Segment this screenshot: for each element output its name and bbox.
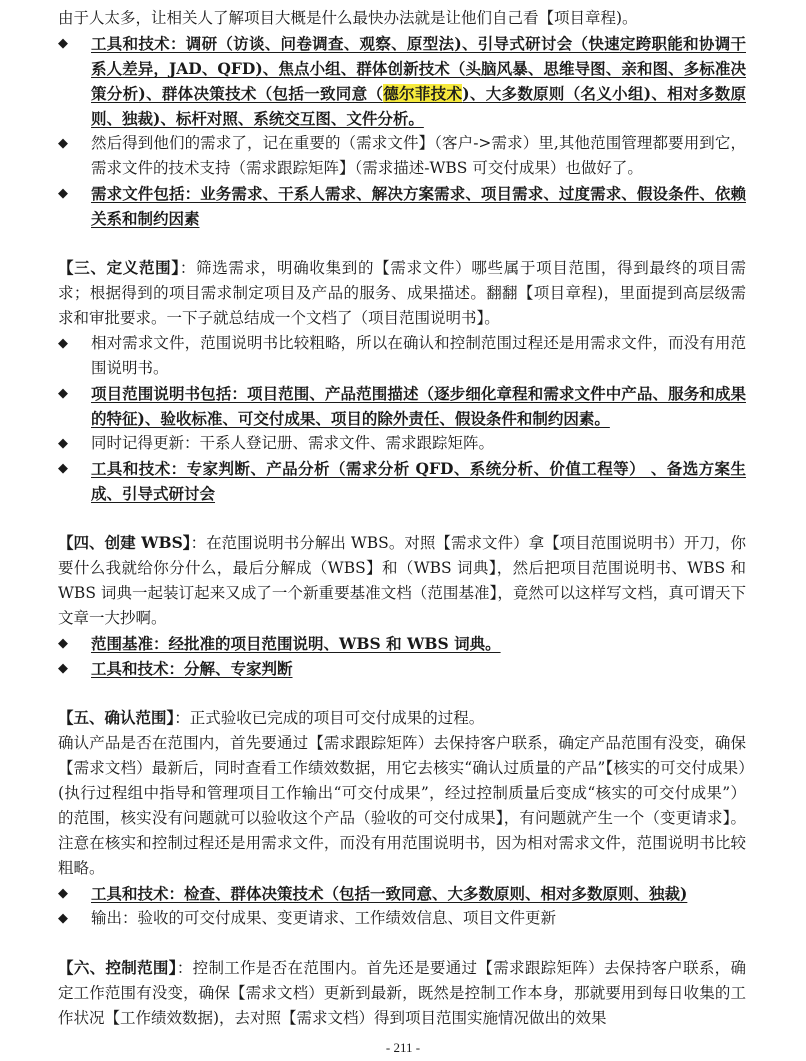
tools-text-b: )、大多数原则（名义小组)、相对多数原则、独裁)、标杆对照、系统交互图、文件分析。 [91,84,746,128]
bullet-text: 输出：验收的可交付成果、变更请求、工作绩效信息、项目文件更新 [91,909,557,927]
section5-bullet [0,881,806,906]
bullet-icon: ◆ [58,661,68,676]
highlight-delphi: 德尔菲技术 [383,84,463,103]
section3-heading: 【三、定义范围】 [58,258,180,277]
requirement-doc-bullet [0,131,806,181]
requirement-contents-bullet [0,181,806,231]
page-number: - 211 - [385,1040,421,1055]
section4-bullet [0,631,806,656]
bullet-text: 项目范围说明书包括：项目范围、产品范围描述（逐步细化章程和需求文件中产品、服务和成果的特征)、验收标准、可交付成果、项目的除外责任、假设条件和制约因素。 [91,384,746,428]
bullet-text: 范围基准：经批准的项目范围说明、WBS 和 WBS 词典。 [91,634,501,653]
section5-heading: 【五、确认范围】 [58,708,175,727]
bullet-text: 工具和技术：检查、群体决策技术（包括一致同意、大多数原则、相对多数原则、独裁) [91,884,688,903]
bullet-icon: ◆ [58,186,68,201]
bullet-icon: ◆ [58,436,68,451]
bullet-text: 工具和技术：专家判断、产品分析（需求分析 QFD、系统分析、价值工程等） 、备选方案生成、引导式研讨会 [91,459,746,503]
bullet-icon: ◆ [58,636,68,651]
bullet-icon: ◆ [58,136,68,151]
section6-heading: 【六、控制范围】 [58,958,177,977]
bullet-icon: ◆ [58,386,68,401]
section5-bullet [0,906,806,931]
section5-text: ：正式验收已完成的项目可交付成果的过程。 [174,709,485,727]
section3-bullet [0,456,806,506]
bullet-icon: ◆ [58,461,68,476]
tools-bullet [0,31,806,131]
bullet-text: 然后得到他们的需求了，记在重要的（需求文件】（客户->需求）里,其他范围管理都要用到它，需求文件的技术支持（需求跟踪矩阵】（需求描述-WBS 可交付成果）也做好了。 [91,134,746,177]
section3-bullet [0,381,806,431]
bullet-icon: ◆ [58,336,68,351]
bullet-icon: ◆ [58,36,68,51]
section3-bullet [0,431,806,456]
bullet-icon: ◆ [58,886,68,901]
bullet-text: 工具和技术：分解、专家判断 [91,659,293,678]
section4-bullet [0,656,806,681]
bullet-icon: ◆ [58,911,68,926]
section5-body: 确认产品是否在范围内，首先要通过【需求跟踪矩阵）去保持客户联系，确定产品范围有没变，确保【需求文档）最新后，同时查看工作绩效数据，用它去核实“确认过质量的产品”【核实的可交付成果）(执行过程组中指导和管理项目工作输出“可交付成果”，经过控制质量后变成“核实的可交付成果”）的范围，核实没有问题就可以验收这个产品（验收的可交付成果】，有问题就产生一个（变更请求】。注意在核实和控制过程还是用需求文件，而没有用范围说明书，因为相对需求文件，范围说明书比较粗略。 [58,734,746,877]
tools-text-a: 工具和技术：调研（访谈、问卷调查、观察、原型法)、引导式研讨会（快速定跨职能和协调干系人差异，JAD、QFD)、焦点小组、群体创新技术（头脑风暴、思维导图、亲和图、多标准决策分析)、群体决策技术（包括一致同意（ [91,34,746,103]
section3-text: ：筛选需求，明确收集到的【需求文件）哪些属于项目范围，得到最终的项目需求；根据得到的项目需求制定项目及产品的服务、成果描述。翻翻【项目章程)，里面提到高层级需求和审批要求。一下子就总结成一个文档了（项目范围说明书】。 [58,259,746,327]
section4-heading: 【四、创建 WBS】 [58,533,191,552]
section3-bullet [0,331,806,381]
bullet-text: 需求文件包括：业务需求、干系人需求、解决方案需求、项目需求、过度需求、假设条件、依赖关系和制约因素 [91,184,746,228]
bullet-text: 相对需求文件，范围说明书比较粗略，所以在确认和控制范围过程还是用需求文件，而没有用范围说明书。 [91,334,746,377]
section6-text: ：控制工作是否在范围内。首先还是要通过【需求跟踪矩阵）去保持客户联系，确定工作范围有没变，确保【需求文档）更新到最新，既然是控制工作本身，那就要用到每日收集的工作状况【工作绩效数据)，去对照【需求文档）得到项目范围实施情况做出的效果 [58,959,746,1027]
section4-text: ：在范围说明书分解出 WBS。对照【需求文件）拿【项目范围说明书）开刀，你要什么我就给你分什么，最后分解成（WBS】和（WBS 词典】，然后把项目范围说明书、WBS 和 WBS 词典一起装订起来又成了一个新重要基准文档（范围基准】，竟然可以这样写文档，真可谓天下文章一大抄啊。 [58,534,746,627]
bullet-text: 同时记得更新：干系人登记册、需求文件、需求跟踪矩阵。 [91,434,495,452]
section6-paragraph [0,955,806,1031]
section4-paragraph [0,530,806,631]
section3-paragraph [0,255,806,331]
section5-paragraph [0,705,806,731]
intro-paragraph: 由于人太多，让相关人了解项目大概是什么最快办法就是让他们自己看【项目章程)。 [58,9,638,27]
